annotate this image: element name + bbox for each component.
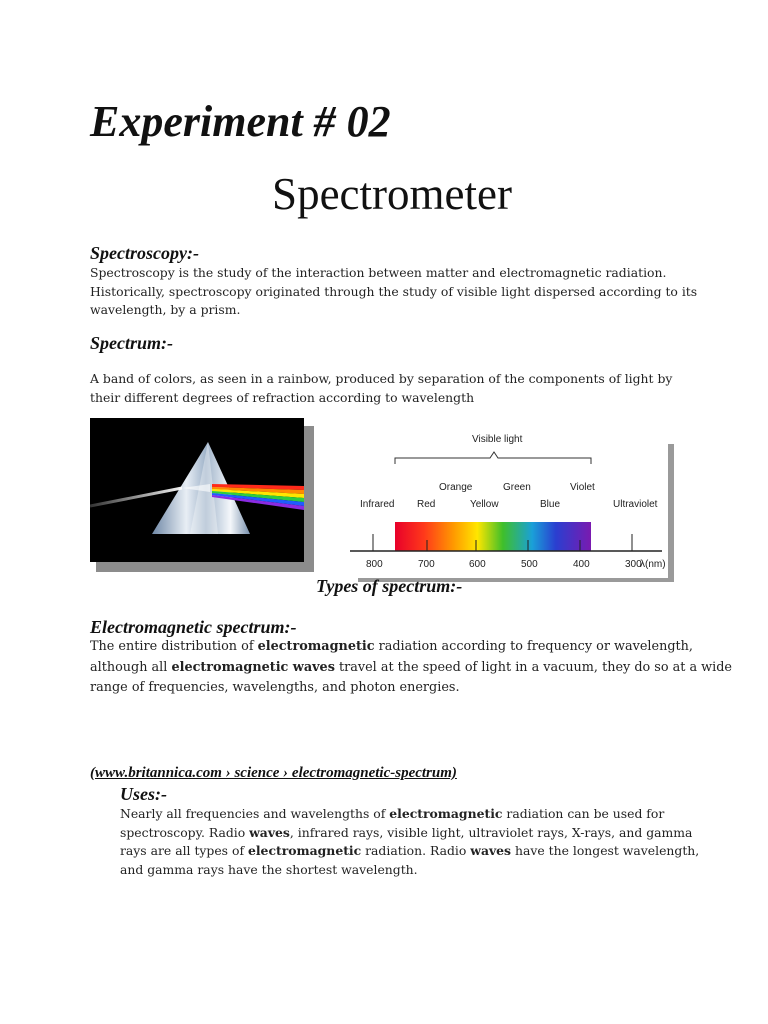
uses-paragraph: [120, 805, 699, 879]
uses-line: [120, 824, 699, 843]
em-text: The entire distribution of: [90, 639, 258, 654]
uses-heading: Uses:-: [120, 784, 167, 804]
em-line: [90, 658, 732, 679]
britannica-source-link[interactable]: (www.britannica.com › science › electromagnetic-spectrum): [90, 765, 457, 781]
types-of-spectrum-heading: Types of spectrum:-: [316, 576, 463, 596]
spectroscopy-line: wavelength, by a prism.: [90, 302, 241, 317]
spectrum-paragraph: [90, 370, 672, 407]
uses-text: Nearly all frequencies and wavelengths of: [120, 806, 390, 821]
uses-bold-term: electromagnetic: [247, 843, 362, 858]
prism-image: [90, 418, 304, 562]
tick-label: 700: [418, 559, 435, 570]
em-text: radiation according to frequency or wavelength,: [374, 639, 693, 654]
blue-label: Blue: [540, 499, 561, 510]
em-spectrum-paragraph: [90, 637, 732, 699]
uses-bold-term: waves: [470, 843, 512, 858]
em-text: although all: [90, 659, 172, 675]
spectroscopy-line: Historically, spectroscopy originated through the study of visible light dispersed according to its: [90, 283, 698, 299]
uses-text: rays are all types of: [120, 843, 248, 858]
em-line: [90, 637, 732, 658]
uses-line: and gamma rays have the shortest wavelength.: [120, 861, 418, 877]
infrared-label: Infrared: [360, 499, 395, 510]
em-bold-term: electromagnetic waves: [171, 659, 335, 675]
uses-text: , infrared rays, visible light, ultraviolet rays, X-rays, and gamma: [289, 824, 693, 840]
white-light-beam: [90, 488, 182, 506]
spectrum-line: their different degrees of refraction according to wavelength: [90, 389, 475, 405]
yellow-label: Yellow: [470, 499, 499, 510]
prism-illustration: [90, 418, 304, 562]
green-label: Green: [503, 482, 531, 493]
visible-spectrum-figure: [350, 426, 668, 578]
uses-text: have the longest wavelength,: [511, 843, 700, 858]
spectroscopy-line: Spectroscopy is the study of the interaction between matter and electromagnetic radiation.: [90, 265, 667, 280]
tick-label: 400: [573, 559, 590, 570]
visible-light-brace: [395, 452, 591, 464]
experiment-title: Experiment # 02: [90, 97, 391, 146]
spectroscopy-heading: Spectroscopy:-: [90, 243, 199, 263]
main-title: Spectrometer: [272, 169, 512, 219]
uses-bold-term: waves: [249, 824, 290, 840]
orange-label: Orange: [439, 482, 473, 493]
uses-text: radiation can be used for: [502, 806, 665, 821]
color-band: [395, 522, 591, 551]
uses-text: spectroscopy. Radio: [120, 824, 250, 840]
spectroscopy-paragraph: [90, 264, 697, 320]
tick-label: 600: [469, 559, 486, 570]
uses-line: [120, 805, 699, 824]
em-text: travel at the speed of light in a vacuum, they do so at a wide: [334, 659, 732, 675]
em-bold-term: electromagnetic: [257, 639, 375, 654]
uses-line: [120, 842, 699, 861]
tick-label: 300: [625, 559, 642, 570]
em-spectrum-heading: Electromagnetic spectrum:-: [90, 617, 297, 637]
visible-light-label: Visible light: [472, 434, 523, 445]
uses-text: radiation. Radio: [361, 843, 471, 858]
ultraviolet-label: Ultraviolet: [613, 499, 658, 510]
red-label: Red: [417, 499, 436, 510]
tick-label: 800: [366, 559, 383, 570]
uses-bold-term: electromagnetic: [389, 806, 503, 821]
spectrum-line: A band of colors, as seen in a rainbow, produced by separation of the components of light by: [90, 371, 673, 386]
tick-label: 500: [521, 559, 538, 570]
violet-label: Violet: [570, 482, 595, 493]
spectrum-heading: Spectrum:-: [90, 333, 173, 353]
wavelength-unit-label: λ(nm): [640, 559, 666, 570]
em-line: range of frequencies, wavelengths, and photon energies.: [90, 680, 460, 695]
